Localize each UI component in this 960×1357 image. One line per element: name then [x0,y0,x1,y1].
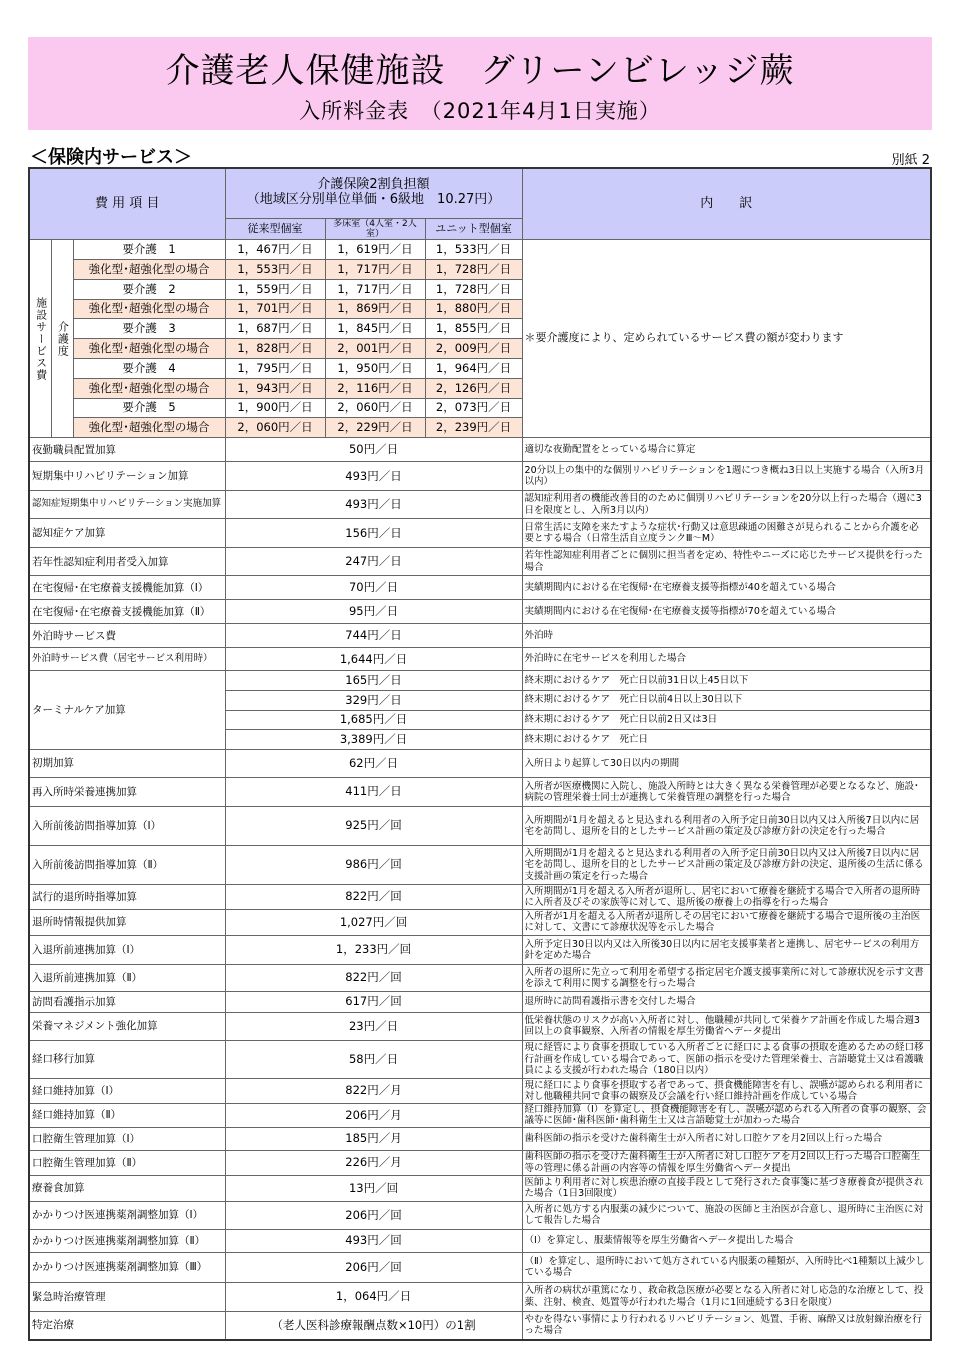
item-price: 1，064円／日 [225,1282,522,1311]
care-level: 強化型･超強化型の場合 [73,378,225,398]
care-level: 強化型･超強化型の場合 [73,339,225,359]
item-description: 現に経管により食事を摂取している入所者ごとに経口による食事の摂取を進めるための経口移行計画を作成している場合であって、医師の指示を受けた管理栄養士、言語聴覚士又は看護職員による支援が行われた場合（180日以内） [522,1040,931,1078]
item-description: 入所者に処方する内服薬の減少について、施設の医師と主治医が合意し、退所時に主治医に対して報告した場合 [522,1201,931,1229]
item-description: 実績期間内における在宅復帰･在宅療養支援等指標が40を超えている場合 [522,576,931,600]
care-price: 1，728円／日 [425,259,522,279]
item-description: 外泊時 [522,624,931,648]
section-title: ＜保険内サービス＞ [30,147,192,168]
item-price: 1,027円／回 [225,909,522,935]
item-name: 経口移行加算 [29,1040,225,1078]
care-level: 強化型･超強化型の場合 [73,259,225,279]
care-price: 1，717円／日 [325,279,425,299]
table-row [29,1282,931,1311]
item-price: 13円／回 [225,1175,522,1201]
table-row [29,845,931,884]
table-row [29,1252,931,1282]
item-price: 206円／回 [225,1201,522,1229]
table-row [29,1311,931,1340]
care-price: 2，060円／日 [325,398,425,418]
header-burden-line1: 介護保険2割負担額 [317,177,430,193]
care-price: 1，795円／日 [225,358,325,378]
item-description: 認知症利用者の機能改善目的のために個別リハビリテーションを20分以上行った場合（週に3日を限度とし、入所3月以内） [522,491,931,519]
item-price: 822円／回 [225,964,522,991]
item-name: 再入所時栄養連携加算 [29,777,225,806]
item-price: 1,685円／日 [225,710,522,730]
care-level: 強化型･超強化型の場合 [73,299,225,319]
table-row [29,777,931,806]
item-name: 口腔衛生管理加算（Ⅰ） [29,1127,225,1150]
item-name: 特定治療 [29,1311,225,1340]
item-description: 終末期におけるケア 死亡日以前4日以上30日以下 [522,690,931,710]
item-description: 入所者の退所に先立って利用を希望する指定居宅介護支援事業所に対して診療状況を示す文書を添えて利用に関する調整を行った場合 [522,964,931,991]
care-price: 2，009円／日 [425,339,522,359]
item-description: 終末期におけるケア 死亡日 [522,730,931,750]
header-multi: 多床室（4人室・2人室） [325,218,425,240]
care-price: 1，553円／日 [225,259,325,279]
table-row [29,671,931,691]
item-price: 95円／日 [225,600,522,624]
care-level: 要介護 1 [73,240,225,260]
care-level: 要介護 2 [73,279,225,299]
item-name: 口腔衛生管理加算（Ⅱ） [29,1150,225,1175]
item-description: 入所期間が1月を超えると見込まれる利用者の入所予定日前30日以内又は入所後7日以内に居宅を訪問し、退所を目的としたサービス計画の策定及び診療方針の決定を行った場合 [522,806,931,845]
care-price: 1，855円／日 [425,319,522,339]
attachment-label: 別紙 2 [891,153,930,168]
item-price: 411円／日 [225,777,522,806]
item-name: 入所前後訪問指導加算（Ⅱ） [29,845,225,884]
care-price: 1，900円／日 [225,398,325,418]
fee-table [28,167,932,1341]
item-description: 退所時に訪問看護指示書を交付した場合 [522,991,931,1012]
item-price: 493円／日 [225,491,522,519]
item-name: 経口維持加算（Ⅱ） [29,1103,225,1127]
item-price: 185円／月 [225,1127,522,1150]
care-price: 1，559円／日 [225,279,325,299]
table-row [29,462,931,491]
item-price: 23円／日 [225,1012,522,1040]
care-price: 1，828円／日 [225,339,325,359]
item-name: 外泊時サービス費（居宅サービス利用時） [29,648,225,671]
care-price: 1，845円／日 [325,319,425,339]
table-row [29,1150,931,1175]
header-conventional: 従来型個室 [225,218,325,240]
item-price: 822円／月 [225,1078,522,1103]
care-price: 1，880円／日 [425,299,522,319]
item-name: 若年性認知症利用者受入加算 [29,548,225,576]
care-price: 2，073円／日 [425,398,522,418]
item-name: 入所前後訪問指導加算（Ⅰ） [29,806,225,845]
item-price: 1,644円／日 [225,648,522,671]
item-price: 329円／日 [225,690,522,710]
care-group-label: 施設サービス費 [29,240,51,438]
item-description: 低栄養状態のリスクが高い入所者に対し、他職種が共同して栄養ケア計画を作成した場合週3回以上の食事観察、入所者の情報を厚生労働省へデータ提出 [522,1012,931,1040]
title-banner [28,37,932,130]
item-description: 20分以上の集中的な個別リハビリテーションを1週につき概ね3日以上実施する場合（入所3月以内） [522,462,931,491]
item-description: 入所期間が1月を超えると見込まれる利用者の入所予定日前30日以内又は入所後7日以内に居宅を訪問し、退所を目的としたサービス計画の策定及び診療方針の決定、退所後の生活に係る支援計画の策定を行った場合 [522,845,931,884]
item-price: 617円／回 [225,991,522,1012]
table-row [29,749,931,777]
item-name: かかりつけ医連携薬剤調整加算（Ⅱ） [29,1229,225,1252]
header-burden-line2: （地域区分別単位単価・6級地 10.27円） [246,192,501,208]
item-description: 入所者の病状が重篤になり、救命救急医療が必要となる入所者に対し応急的な治療として、投薬、注射、検査、処置等が行われた場合（1月に1回連続する3日を限度） [522,1282,931,1311]
page-title: 介護老人保健施設 グリーンビレッジ蕨 [165,51,795,91]
care-price: 2，239円／日 [425,418,522,438]
care-price: 1，701円／日 [225,299,325,319]
item-name: 夜勤職員配置加算 [29,438,225,462]
header-unit: ユニット型個室 [425,218,522,240]
table-row [29,1175,931,1201]
care-price: 1，869円／日 [325,299,425,319]
table-row [29,1103,931,1127]
header-item: 費 用 項 目 [29,168,225,240]
item-name: 短期集中リハビリテーション加算 [29,462,225,491]
item-name: 療養食加算 [29,1175,225,1201]
table-row [29,964,931,991]
item-name: 退所時情報提供加算 [29,909,225,935]
item-description: 適切な夜勤配置をとっている場合に算定 [522,438,931,462]
item-description: 若年性認知症利用者ごとに個別に担当者を定め、特性やニーズに応じたサービス提供を行った場合 [522,548,931,576]
item-name: 外泊時サービス費 [29,624,225,648]
item-name: 緊急時治療管理 [29,1282,225,1311]
care-price: 1，619円／日 [325,240,425,260]
care-price: 1，943円／日 [225,378,325,398]
care-price: 1，467円／日 [225,240,325,260]
item-name: 入退所前連携加算（Ⅰ） [29,935,225,964]
care-level-label: 介護度 [51,240,73,438]
item-price: 62円／日 [225,749,522,777]
care-price: 1，964円／日 [425,358,522,378]
item-price: 925円／回 [225,806,522,845]
care-price: 2，229円／日 [325,418,425,438]
table-row [29,1078,931,1103]
item-name: 認知症短期集中リハビリテーション実施加算 [29,491,225,519]
item-description: 医師より利用者に対し疾患治療の直接手段として発行された食事箋に基づき療養食が提供された場合（1日3回限度） [522,1175,931,1201]
header-breakdown: 内 訳 [522,168,931,240]
table-row [29,600,931,624]
table-row [29,438,931,462]
item-description: （Ⅰ）を算定し、服薬情報等を厚生労働省へデータ提出した場合 [522,1229,931,1252]
item-description: 入所日より起算して30日以内の期間 [522,749,931,777]
item-description: やむを得ない事情により行われるリハビリテーション、処置、手術、麻酔又は放射線治療を行った場合 [522,1311,931,1340]
table-row [29,991,931,1012]
item-price: 70円／日 [225,576,522,600]
care-price: 1，533円／日 [425,240,522,260]
item-price: 744円／日 [225,624,522,648]
item-price: 156円／日 [225,519,522,548]
care-level: 要介護 4 [73,358,225,378]
item-price: 247円／日 [225,548,522,576]
item-name: 栄養マネジメント強化加算 [29,1012,225,1040]
item-description: 歯科医師の指示を受けた歯科衛生士が入所者に対し口腔ケアを月2回以上行った場合 [522,1127,931,1150]
item-description: 歯科医師の指示を受けた歯科衛生士が入所者に対し口腔ケアを月2回以上行った場合口腔衛生等の管理に係る計画の内容等の情報を厚生労働省へデータ提出 [522,1150,931,1175]
care-price: 1，950円／日 [325,358,425,378]
table-row [29,909,931,935]
care-level: 要介護 5 [73,398,225,418]
table-row [29,1127,931,1150]
item-description: 日常生活に支障を来たすような症状･行動又は意思疎通の困難さが見られることから介護を必要とする場合（日常生活自立度ランクⅢ～M） [522,519,931,548]
item-name: 初期加算 [29,749,225,777]
table-row [29,491,931,519]
item-name: 訪問看護指示加算 [29,991,225,1012]
care-price: 1，687円／日 [225,319,325,339]
item-price: 165円／日 [225,671,522,691]
care-price: 2，001円／日 [325,339,425,359]
table-row [29,935,931,964]
item-price: 493円／日 [225,462,522,491]
item-price: 3,389円／日 [225,730,522,750]
care-price: 2，126円／日 [425,378,522,398]
care-row [29,240,931,260]
care-price: 1，717円／日 [325,259,425,279]
item-description: （Ⅱ）を算定し、退所時において処方されている内服薬の種類が、入所時比べ1種類以上減少している場合 [522,1252,931,1282]
item-name: 経口維持加算（Ⅰ） [29,1078,225,1103]
item-price: 206円／回 [225,1252,522,1282]
item-price: 493円／回 [225,1229,522,1252]
table-row [29,1012,931,1040]
care-price: 2，116円／日 [325,378,425,398]
item-name: 試行的退所時指導加算 [29,884,225,909]
table-row [29,806,931,845]
item-price: 58円／日 [225,1040,522,1078]
item-description: 入所予定日30日以内又は入所後30日以内に居宅支援事業者と連携し、居宅サービスの利用方針を定めた場合 [522,935,931,964]
item-price: 206円／月 [225,1103,522,1127]
header-burden [225,168,522,218]
table-row [29,1229,931,1252]
care-price: 1，728円／日 [425,279,522,299]
item-description: 入所期間が1月を超える入所者が退所し、居宅において療養を継続する場合で入所者の退所時に入所者及びその家族等に対して、退所後の療養上の指導を行った場合 [522,884,931,909]
item-name: 認知症ケア加算 [29,519,225,548]
item-price: 50円／日 [225,438,522,462]
item-name: ターミナルケア加算 [29,671,225,750]
item-name: 入退所前連携加算（Ⅱ） [29,964,225,991]
page-subtitle: 入所料金表 （2021年4月1日実施） [299,99,661,123]
item-price: 986円／回 [225,845,522,884]
table-row [29,548,931,576]
item-description: 外泊時に在宅サービスを利用した場合 [522,648,931,671]
care-description: ＊要介護度により、定められているサービス費の額が変わります [522,240,931,438]
table-row [29,648,931,671]
item-price: 1，233円／回 [225,935,522,964]
item-description: 入所者が1月を超える入所者が退所しその居宅において療養を継続する場合で退所後の主治医に対して、文書にて診療状況等を示した場合 [522,909,931,935]
care-level: 要介護 3 [73,319,225,339]
care-price: 2，060円／日 [225,418,325,438]
item-name: 在宅復帰･在宅療養支援機能加算（Ⅰ） [29,576,225,600]
care-level: 強化型･超強化型の場合 [73,418,225,438]
item-description: 終末期におけるケア 死亡日以前31日以上45日以下 [522,671,931,691]
table-row [29,1040,931,1078]
item-price: 226円／月 [225,1150,522,1175]
table-row [29,519,931,548]
item-name: かかりつけ医連携薬剤調整加算（Ⅰ） [29,1201,225,1229]
item-price: （老人医科診療報酬点数×10円）の1割 [225,1311,522,1340]
table-row [29,884,931,909]
item-price: 822円／回 [225,884,522,909]
item-description: 入所者が医療機関に入院し、施設入所時とは大きく異なる栄養管理が必要となるなど、施設･病院の管理栄養士同士が連携して栄養管理の調整を行った場合 [522,777,931,806]
item-description: 経口維持加算（Ⅰ）を算定し、摂食機能障害を有し、誤嚥が認められる入所者の食事の観察、会議等に医師･歯科医師･歯科衛生士又は言語聴覚士が加わった場合 [522,1103,931,1127]
item-description: 実績期間内における在宅復帰･在宅療養支援等指標が70を超えている場合 [522,600,931,624]
item-name: 在宅復帰･在宅療養支援機能加算（Ⅱ） [29,600,225,624]
item-description: 終末期におけるケア 死亡日以前2日又は3日 [522,710,931,730]
table-row [29,624,931,648]
item-description: 現に経口により食事を摂取する者であって、摂食機能障害を有し、誤嚥が認められる利用者に対し他職種共同で食事の観察及び会議を行い経口維持計画を作成している場合 [522,1078,931,1103]
table-row [29,576,931,600]
table-row [29,1201,931,1229]
item-name: かかりつけ医連携薬剤調整加算（Ⅲ） [29,1252,225,1282]
